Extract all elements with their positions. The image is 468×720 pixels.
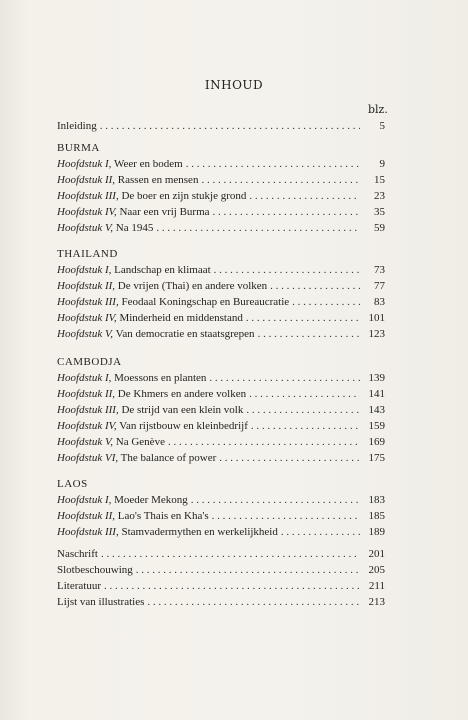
toc-row — [57, 450, 385, 466]
chapter-number: Hoofdstuk II, — [57, 510, 116, 522]
chapter-number: Hoofdstuk VI, — [57, 452, 119, 464]
page-number: 141 — [368, 388, 385, 400]
section-title: LAOS — [57, 478, 88, 490]
page-number: 201 — [368, 548, 385, 560]
chapter-number: Hoofdstuk III, — [57, 526, 119, 538]
dot-leader — [219, 450, 360, 466]
page-number: 213 — [368, 596, 385, 608]
dot-leader — [292, 294, 360, 310]
chapter-number: Hoofdstuk IV, — [57, 206, 117, 218]
toc-row — [57, 594, 385, 610]
page-number: 73 — [374, 264, 385, 276]
chapter-number: Hoofdstuk V, — [57, 328, 114, 340]
dot-leader — [201, 172, 360, 188]
page-number: 189 — [368, 526, 385, 538]
toc-intro — [57, 118, 385, 134]
toc-row — [57, 188, 385, 204]
chapter-number: Hoofdstuk IV, — [57, 312, 117, 324]
chapter-title: De vrijen (Thai) en andere volken — [117, 280, 268, 292]
toc-row — [57, 386, 385, 402]
chapter-title: Na Genève — [115, 436, 165, 448]
entry-label: Lijst van illustraties — [57, 596, 145, 608]
dot-leader — [156, 220, 360, 236]
chapter-title: Van rijstbouw en kleinbedrijf — [119, 420, 248, 432]
chapter-title: Lao's Thais en Kha's — [117, 510, 209, 522]
page-column-label: blz. — [368, 103, 388, 116]
page-number: 143 — [368, 404, 385, 416]
dot-leader — [101, 546, 360, 562]
dot-leader — [214, 262, 360, 278]
chapter-number: Hoofdstuk I, — [57, 264, 112, 276]
dot-leader — [249, 188, 360, 204]
chapter-title: Naar een vrij Burma — [119, 206, 210, 218]
chapter-number: Hoofdstuk II, — [57, 388, 116, 400]
section-title: THAILAND — [57, 248, 118, 260]
dot-leader — [258, 326, 360, 342]
page-number: 175 — [368, 452, 385, 464]
dot-leader — [104, 578, 360, 594]
dot-leader — [168, 434, 360, 450]
entry-label: Naschrift — [57, 548, 98, 560]
chapter-title: Minderheid en middenstand — [119, 312, 243, 324]
toc-row — [57, 310, 385, 326]
chapter-title: Rassen en mensen — [117, 174, 199, 186]
dot-leader — [249, 386, 360, 402]
dot-leader — [209, 370, 360, 386]
chapter-title: Weer en bodem — [113, 158, 183, 170]
dot-leader — [270, 278, 360, 294]
toc-row — [57, 402, 385, 418]
chapter-title: Moeder Mekong — [114, 494, 188, 506]
page-number: 5 — [379, 120, 385, 132]
entry-label: Slotbeschouwing — [57, 564, 133, 576]
chapter-number: Hoofdstuk III, — [57, 404, 119, 416]
chapter-number: Hoofdstuk I, — [57, 372, 112, 384]
toc-row — [57, 546, 385, 562]
toc-row — [57, 434, 385, 450]
page-number: 35 — [374, 206, 385, 218]
dot-leader — [246, 402, 360, 418]
back-matter — [57, 546, 385, 610]
section-title: CAMBODJA — [57, 356, 122, 368]
dot-leader — [213, 204, 360, 220]
page-number: 169 — [368, 436, 385, 448]
dot-leader — [246, 310, 360, 326]
page-number: 139 — [368, 372, 385, 384]
chapter-number: Hoofdstuk IV, — [57, 420, 117, 432]
dot-leader — [191, 492, 360, 508]
section-cambodja — [57, 354, 385, 466]
page-number: 83 — [374, 296, 385, 308]
chapter-title: Van democratie en staatsgrepen — [115, 328, 255, 340]
chapter-number: Hoofdstuk II, — [57, 280, 116, 292]
dot-leader — [100, 118, 360, 134]
toc-row-intro — [57, 118, 385, 134]
chapter-title: De strijd van een klein volk — [121, 404, 244, 416]
toc-row — [57, 492, 385, 508]
page-number: 15 — [374, 174, 385, 186]
entry-label: Inleiding — [57, 120, 97, 132]
page-number: 101 — [368, 312, 385, 324]
toc-row — [57, 278, 385, 294]
chapter-number: Hoofdstuk III, — [57, 296, 119, 308]
dot-leader — [212, 508, 360, 524]
toc-row — [57, 370, 385, 386]
chapter-number: Hoofdstuk I, — [57, 158, 112, 170]
toc-row — [57, 326, 385, 342]
page-number: 159 — [368, 420, 385, 432]
toc-row — [57, 262, 385, 278]
chapter-title: De Khmers en andere volken — [117, 388, 247, 400]
page-number: 183 — [368, 494, 385, 506]
page-number: 59 — [374, 222, 385, 234]
section-title: BURMA — [57, 142, 100, 154]
entry-label: Literatuur — [57, 580, 101, 592]
chapter-title: Na 1945 — [115, 222, 154, 234]
chapter-number: Hoofdstuk I, — [57, 494, 112, 506]
toc-row — [57, 578, 385, 594]
toc-row — [57, 172, 385, 188]
chapter-title: Stamvadermythen en werkelijkheid — [121, 526, 278, 538]
toc-row — [57, 524, 385, 540]
dot-leader — [136, 562, 360, 578]
section-burma — [57, 140, 385, 236]
toc-row — [57, 220, 385, 236]
toc-row — [57, 418, 385, 434]
dot-leader — [251, 418, 360, 434]
page-number: 9 — [379, 158, 385, 170]
page-number: 205 — [368, 564, 385, 576]
dot-leader — [147, 594, 360, 610]
toc-row — [57, 294, 385, 310]
chapter-title: Landschap en klimaat — [114, 264, 211, 276]
page-number: 77 — [374, 280, 385, 292]
section-thailand — [57, 246, 385, 342]
chapter-title: De boer en zijn stukje grond — [121, 190, 247, 202]
section-laos — [57, 476, 385, 540]
toc-row — [57, 508, 385, 524]
toc-row — [57, 204, 385, 220]
toc-row — [57, 562, 385, 578]
page-number: 23 — [374, 190, 385, 202]
chapter-title: Feodaal Koningschap en Bureaucratie — [121, 296, 290, 308]
chapter-number: Hoofdstuk II, — [57, 174, 116, 186]
page-title: INHOUD — [204, 78, 264, 92]
page-number: 185 — [368, 510, 385, 522]
chapter-title: The balance of power — [120, 452, 217, 464]
chapter-title: Moessons en planten — [114, 372, 207, 384]
chapter-number: Hoofdstuk V, — [57, 222, 114, 234]
chapter-number: Hoofdstuk III, — [57, 190, 119, 202]
chapter-number: Hoofdstuk V, — [57, 436, 114, 448]
page-number: 123 — [368, 328, 385, 340]
toc-row — [57, 156, 385, 172]
page-number: 211 — [368, 580, 385, 592]
dot-leader — [186, 156, 360, 172]
dot-leader — [281, 524, 360, 540]
